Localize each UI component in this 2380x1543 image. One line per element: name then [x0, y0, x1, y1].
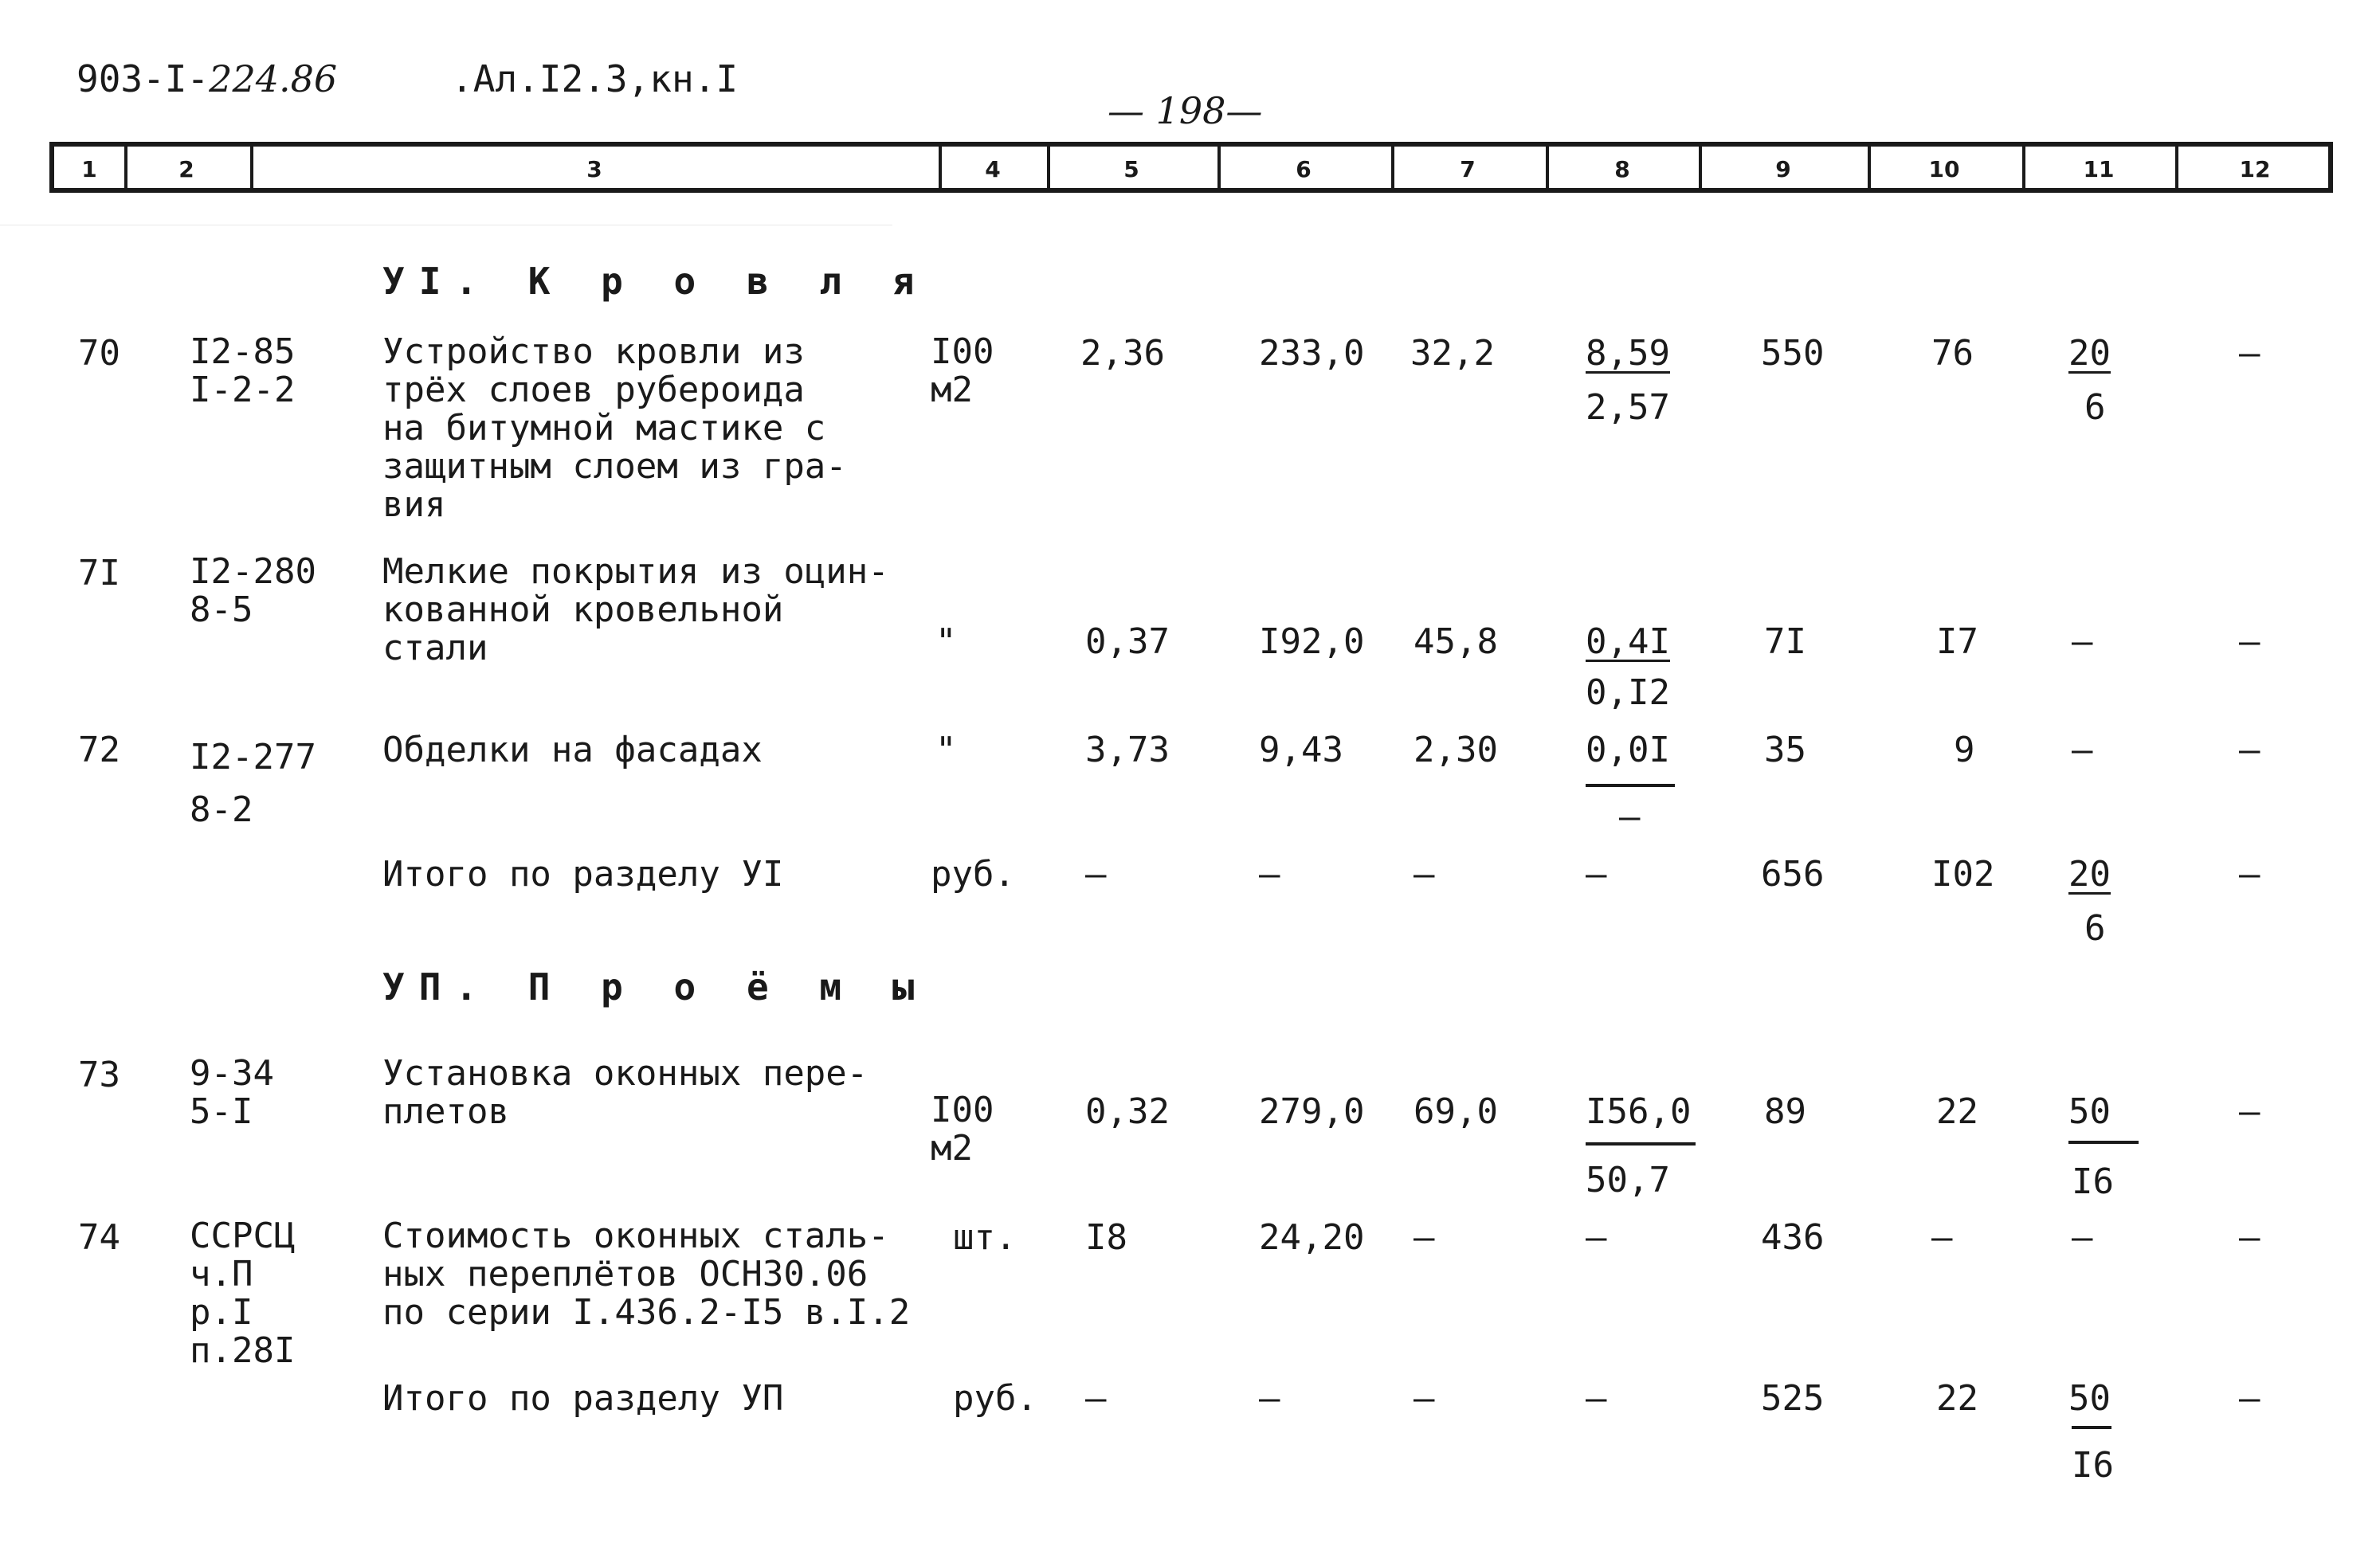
unit-cost: 9,43: [1259, 730, 1343, 770]
fraction-bar: [2072, 1426, 2111, 1429]
column-divider: [2022, 147, 2025, 188]
machine-total-bottom: I6: [2072, 1161, 2114, 1202]
machine-total-bottom: I6: [2072, 1445, 2114, 1486]
document-code-prefix: 903-I-: [76, 57, 210, 100]
column-header-6: 6: [1296, 156, 1312, 182]
unit: руб.: [953, 1378, 1037, 1419]
wage-cost: –: [1413, 854, 1435, 895]
row-number: 70: [78, 333, 120, 374]
machine-cost-bottom: –: [1619, 797, 1641, 837]
column-divider: [124, 147, 127, 188]
quantity: –: [1085, 854, 1107, 895]
column-header-11: 11: [2083, 156, 2115, 182]
unit: ": [935, 730, 957, 770]
quantity: I8: [1085, 1217, 1127, 1258]
total-wages: –: [1931, 1217, 1953, 1258]
work-description: Обделки на фасадах: [382, 730, 763, 770]
rate-code: I2-85 I-2-2: [190, 331, 296, 410]
column-12-value: –: [2239, 333, 2260, 374]
machine-total-top: 20: [2068, 333, 2111, 374]
rate-code: 9-34 5-I: [190, 1053, 274, 1132]
total-cost: 89: [1764, 1091, 1806, 1132]
unit: руб.: [931, 854, 1015, 895]
rate-code: I2-280 8-5: [190, 551, 316, 630]
fraction-bar: [1586, 784, 1675, 787]
unit: ": [935, 621, 957, 662]
unit-cost: 279,0: [1259, 1091, 1365, 1132]
work-description: Устройство кровли из трёх слоев рубероида на битумной мастике с защитным слоем из гра- вия: [382, 331, 847, 525]
column-header-3: 3: [586, 156, 602, 182]
section-total-label: Итого по разделу УI: [382, 854, 784, 895]
total-wages: 22: [1936, 1091, 1978, 1132]
wage-cost: 69,0: [1413, 1091, 1498, 1132]
machine-cost-bottom: 2,57: [1586, 387, 1670, 428]
fraction-bar: [2068, 1141, 2139, 1144]
column-12-value: –: [2239, 1217, 2260, 1258]
column-12-value: –: [2239, 621, 2260, 662]
wage-cost: –: [1413, 1217, 1435, 1258]
wage-cost: 45,8: [1413, 621, 1498, 662]
column-header-12: 12: [2239, 156, 2271, 182]
total-cost: 7I: [1764, 621, 1806, 662]
machine-cost-bottom: 0,I2: [1586, 672, 1670, 713]
section-title-openings: УП. П р о ё м ы: [382, 965, 929, 1008]
machine-total: –: [2072, 1217, 2093, 1258]
column-header-7: 7: [1460, 156, 1476, 182]
column-header-row: [49, 142, 2333, 193]
row-number: 73: [78, 1055, 120, 1095]
fraction-bar: [1586, 1142, 1696, 1146]
total-wages: 76: [1931, 333, 1974, 374]
machine-cost: –: [1586, 1378, 1607, 1419]
machine-total: –: [2072, 621, 2093, 662]
machine-cost-top: 0,0I: [1586, 730, 1670, 770]
machine-total: –: [2072, 730, 2093, 770]
column-12-value: –: [2239, 1091, 2260, 1132]
column-divider: [1699, 147, 1702, 188]
machine-cost: –: [1586, 854, 1607, 895]
total-cost: 550: [1761, 333, 1825, 374]
row-number: 74: [78, 1217, 120, 1258]
total-cost: 436: [1761, 1217, 1825, 1258]
total-wages: I02: [1931, 854, 1995, 895]
column-header-4: 4: [985, 156, 1001, 182]
column-header-9: 9: [1775, 156, 1791, 182]
machine-cost-top: I56,0: [1586, 1091, 1692, 1132]
machine-cost-top: 0,4I: [1586, 621, 1670, 662]
machine-total-top: 50: [2068, 1378, 2111, 1419]
section-total-label: Итого по разделу УП: [382, 1378, 784, 1419]
column-divider: [1546, 147, 1549, 188]
column-header-8: 8: [1614, 156, 1630, 182]
column-header-10: 10: [1928, 156, 1960, 182]
unit: I00 м2: [931, 331, 994, 410]
work-description: Установка оконных пере- плетов: [382, 1053, 868, 1132]
machine-total-bottom: 6: [2084, 387, 2106, 428]
unit-cost: I92,0: [1259, 621, 1365, 662]
unit-cost: 24,20: [1259, 1217, 1365, 1258]
column-divider: [1217, 147, 1221, 188]
column-divider: [250, 147, 253, 188]
machine-cost-top: 8,59: [1586, 333, 1670, 374]
wage-cost: –: [1413, 1378, 1435, 1419]
total-cost: 525: [1761, 1378, 1825, 1419]
column-header-1: 1: [81, 156, 97, 182]
total-wages: I7: [1936, 621, 1978, 662]
unit-cost: –: [1259, 854, 1280, 895]
unit-cost: –: [1259, 1378, 1280, 1419]
unit: шт.: [953, 1217, 1017, 1258]
document-code: [76, 57, 338, 100]
unit: I00 м2: [931, 1090, 994, 1169]
document-code-handwritten: 224.86: [209, 57, 338, 100]
column-divider: [1047, 147, 1050, 188]
quantity: 3,73: [1085, 730, 1170, 770]
row-number: 7I: [78, 553, 120, 593]
total-wages: 22: [1936, 1378, 1978, 1419]
work-description: Мелкие покрытия из оцин- кованной кровельной стали: [382, 551, 889, 668]
quantity: 0,32: [1085, 1091, 1170, 1132]
quantity: –: [1085, 1378, 1107, 1419]
rate-code: I2-277 8-2: [190, 737, 316, 830]
wage-cost: 2,30: [1413, 730, 1498, 770]
machine-cost-bottom: 50,7: [1586, 1160, 1670, 1200]
column-divider: [939, 147, 942, 188]
sheet-reference: .Ал.I2.3,кн.I: [451, 57, 739, 100]
section-title-roofing: УI. К р о в л я: [382, 260, 929, 303]
page-number: — 198—: [1108, 89, 1263, 132]
column-12-value: –: [2239, 1378, 2260, 1419]
column-divider: [1391, 147, 1394, 188]
machine-cost: –: [1586, 1217, 1607, 1258]
total-wages: 9: [1954, 730, 1975, 770]
column-header-2: 2: [178, 156, 194, 182]
column-12-value: –: [2239, 730, 2260, 770]
total-cost: 656: [1761, 854, 1825, 895]
machine-total-bottom: 6: [2084, 908, 2106, 949]
quantity: 0,37: [1085, 621, 1170, 662]
total-cost: 35: [1764, 730, 1806, 770]
work-description: Стоимость оконных сталь- ных переплётов ОСН30.06 по серии I.436.2-I5 в.I.2: [382, 1216, 911, 1333]
machine-total-top: 20: [2068, 854, 2111, 895]
quantity: 2,36: [1080, 333, 1165, 374]
machine-total-top: 50: [2068, 1091, 2111, 1132]
unit-cost: 233,0: [1259, 333, 1365, 374]
rate-code: ССРСЦ ч.П р.I п.28I: [190, 1216, 296, 1371]
wage-cost: 32,2: [1410, 333, 1495, 374]
column-divider: [2175, 147, 2178, 188]
row-number: 72: [78, 730, 120, 770]
column-divider: [1868, 147, 1871, 188]
column-12-value: –: [2239, 854, 2260, 895]
column-header-5: 5: [1123, 156, 1139, 182]
